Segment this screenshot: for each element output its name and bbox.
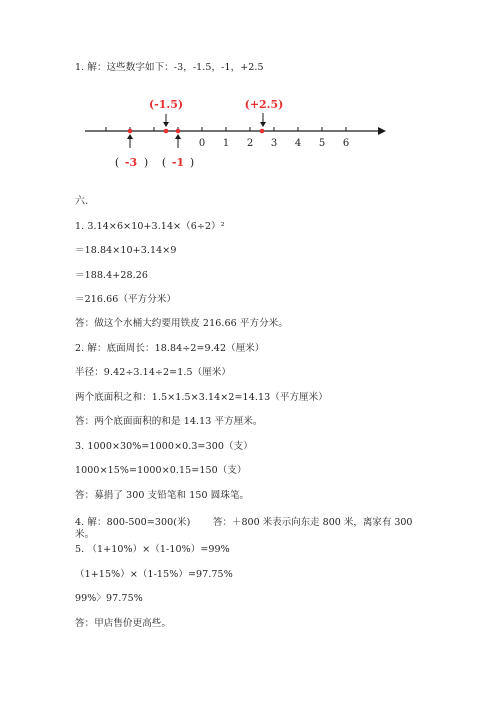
- arrow-down-head-icon: [163, 122, 169, 127]
- tick-label-2: 2: [246, 138, 254, 149]
- label-minus-3-close: ): [143, 156, 149, 169]
- calc-line-4: ＝216.66（平方分米）: [75, 294, 177, 305]
- label-plus-2-5: (+2.5): [244, 98, 284, 111]
- tick-marks: [106, 127, 346, 131]
- calc-line-2: ＝18.84×10+3.14×9: [75, 245, 177, 256]
- section-six-heading: 六.: [75, 196, 89, 207]
- point-minus-1-5: [164, 129, 169, 134]
- tick-label-0: 0: [198, 138, 206, 149]
- arrow-up-head-icon: [127, 134, 133, 139]
- point-minus-3: [128, 129, 133, 134]
- tick-label-1: 1: [222, 138, 230, 149]
- answer-line-4-cont: 米。: [75, 529, 95, 540]
- arrow-up-head-icon: [175, 134, 181, 139]
- calc-line-15: 5. （1+10%）×（1-10%）=99%: [75, 544, 230, 555]
- answer-line-1: 答：做这个水桶大约要用铁皮 216.66 平方分米。: [75, 318, 288, 329]
- tick-label-5: 5: [318, 138, 326, 149]
- label-minus-1-value: -1: [171, 156, 185, 169]
- calc-line-6: 2. 解：底面周长：18.84÷2=9.42（厘米）: [75, 343, 265, 354]
- answer-line-4: 答：＋800 米表示向东走 800 米，离家有 300: [213, 517, 413, 528]
- calc-line-16: （1+15%）×（1-15%）=97.75%: [75, 569, 233, 580]
- answer-line-2: 答：两个底面面积的和是 14.13 平方厘米。: [75, 416, 263, 427]
- label-minus-1-open: (: [161, 156, 167, 169]
- label-minus-3-open: (: [114, 156, 120, 169]
- calc-line-13: 4. 解：800-500=300(米): [75, 517, 191, 528]
- answer-line-5: 答：甲店售价更高些。: [75, 618, 172, 629]
- arrow-down-head-icon: [260, 122, 266, 127]
- calc-line-10: 3. 1000×30%=1000×0.3=300（支）: [75, 441, 253, 452]
- calc-line-7: 半径：9.42÷3.14÷2=1.5（厘米）: [75, 367, 232, 378]
- label-minus-1-close: ): [189, 156, 195, 169]
- number-line-figure: [0, 90, 500, 200]
- point-minus-1: [176, 129, 181, 134]
- calc-line-17: 99%〉97.75%: [75, 593, 143, 604]
- label-minus-3-value: -3: [124, 156, 138, 169]
- calc-line-3: ＝188.4+28.26: [75, 270, 149, 281]
- point-plus-2-5: [260, 129, 265, 134]
- answer-line-3: 答：募捐了 300 支铅笔和 150 圆珠笔。: [75, 490, 250, 501]
- label-minus-1-5: (-1.5): [148, 98, 184, 111]
- calc-line-11: 1000×15%=1000×0.15=150（支）: [75, 465, 247, 476]
- arrow-head-icon: [378, 127, 386, 135]
- tick-label-6: 6: [342, 138, 350, 149]
- tick-label-3: 3: [270, 138, 278, 149]
- calc-line-8: 两个底面积之和：1.5×1.5×3.14×2=14.13（平方厘米）: [75, 392, 328, 403]
- tick-label-4: 4: [294, 138, 302, 149]
- q1-answer: 1. 解：这些数字如下：-3，-1.5，-1，+2.5: [75, 62, 264, 73]
- calc-line-1: 1. 3.14×6×10+3.14×（6÷2）²: [75, 221, 225, 232]
